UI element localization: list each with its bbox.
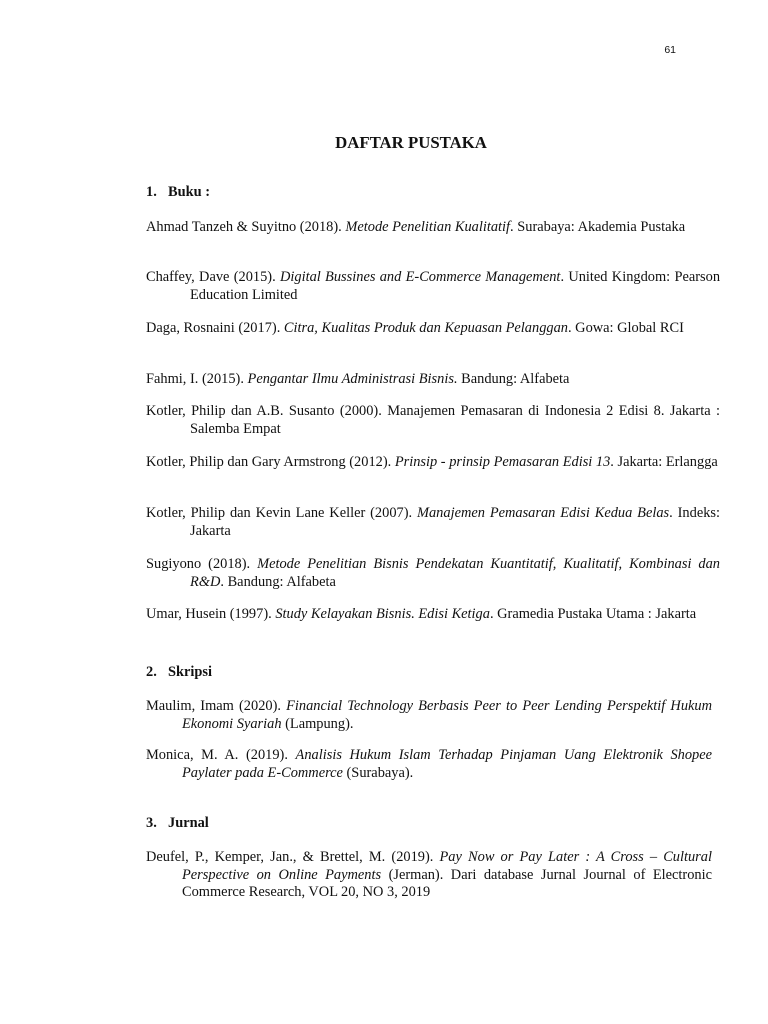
section-label: Buku : <box>168 184 210 200</box>
section-label: Jurnal <box>168 815 209 831</box>
section-number: 3. <box>146 815 157 831</box>
reference-entry: Maulim, Imam (2020). Financial Technology Berbasis Peer to Peer Lending Perspektif Hukum Ekonomi Syariah (Lampung). <box>146 698 712 732</box>
reference-entry: Chaffey, Dave (2015). Digital Bussines and E-Commerce Management. United Kingdom: Pearson Education Limited <box>146 269 721 303</box>
section-number: 1. <box>146 184 157 200</box>
section-number: 2. <box>146 664 157 680</box>
page-title: DAFTAR PUSTAKA <box>335 133 487 152</box>
section-heading-skripsi <box>146 664 212 682</box>
reference-entry: Umar, Husein (1997). Study Kelayakan Bisnis. Edisi Ketiga. Gramedia Pustaka Utama : Jakarta <box>146 606 697 622</box>
reference-entry: Fahmi, I. (2015). Pengantar Ilmu Administrasi Bisnis. Bandung: Alfabeta <box>146 371 570 387</box>
section-heading-buku <box>146 184 210 202</box>
reference-entry: Kotler, Philip dan Kevin Lane Keller (2007). Manajemen Pemasaran Edisi Kedua Belas. Indeks: Jakarta <box>146 505 721 539</box>
reference-entry: Ahmad Tanzeh & Suyitno (2018). Metode Penelitian Kualitatif. Surabaya: Akademia Pustaka <box>146 219 686 235</box>
reference-entry: Monica, M. A. (2019). Analisis Hukum Islam Terhadap Pinjaman Uang Elektronik Shopee Paylater pada E-Commerce (Surabaya). <box>146 747 713 781</box>
reference-entry: Sugiyono (2018). Metode Penelitian Bisnis Pendekatan Kuantitatif, Kualitatif, Kombinasi dan R&D. Bandung: Alfabeta <box>146 556 720 590</box>
reference-entry: Kotler, Philip dan Gary Armstrong (2012). Prinsip - prinsip Pemasaran Edisi 13. Jakarta: Erlangga <box>146 454 718 470</box>
page-number: 61 <box>664 44 676 56</box>
reference-entry: Kotler, Philip dan A.B. Susanto (2000). Manajemen Pemasaran di Indonesia 2 Edisi 8. Jakarta : Salemba Empat <box>146 403 720 437</box>
section-heading-jurnal <box>146 815 209 833</box>
section-label: Skripsi <box>168 664 212 680</box>
reference-entry: Deufel, P., Kemper, Jan., & Brettel, M. (2019). Pay Now or Pay Later : A Cross – Cultural Perspective on Online Payments (Jerman). Dari database Jurnal Journal of Electronic Commerce Research, VOL 20, NO 3, 2019 <box>146 849 712 900</box>
reference-entry: Daga, Rosnaini (2017). Citra, Kualitas Produk dan Kepuasan Pelanggan. Gowa: Global RCI <box>146 320 684 336</box>
